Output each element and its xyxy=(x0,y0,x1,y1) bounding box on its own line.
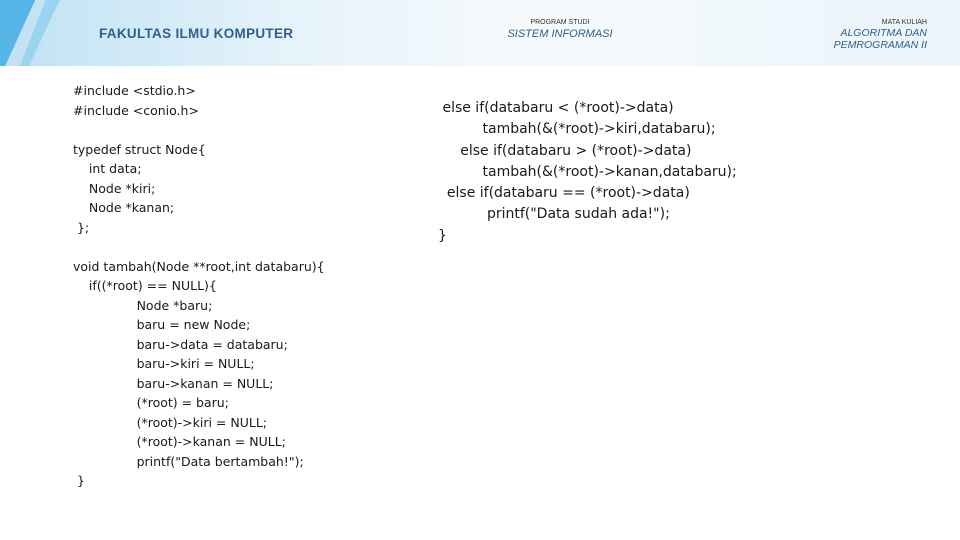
faculty-title: FAKULTAS ILMU KOMPUTER xyxy=(99,26,294,41)
program-name: SISTEM INFORMASI xyxy=(507,28,613,40)
code-block-left: #include <stdio.h> #include <conio.h> typedef struct Node{ int data; Node *kiri; Node *kanan; }; void tambah(Node **root,int databaru){ if((*root) == NULL){ Node *baru; baru = new Node; baru->data = databaru; baru->kiri = NULL; baru->kanan = NULL; (*root) = baru; (*root)->kiri = NULL; (*root)->kanan = NULL; printf("Data bertambah!"); } xyxy=(73,83,325,488)
slide-header xyxy=(0,0,960,66)
program-caption: PROGRAM STUDI xyxy=(530,19,590,26)
course-caption: MATA KULIAH xyxy=(881,19,927,26)
course-name: ALGORITMA DAN PEMROGRAMAN II xyxy=(833,27,927,51)
code-block-right: else if(databaru < (*root)->data) tambah(&(*root)->kiri,databaru); else if(databaru > (*root)->data) tambah(&(*root)->kanan,databaru); else if(databaru == (*root)->data) printf("Data sudah ada!"); } xyxy=(438,100,737,244)
